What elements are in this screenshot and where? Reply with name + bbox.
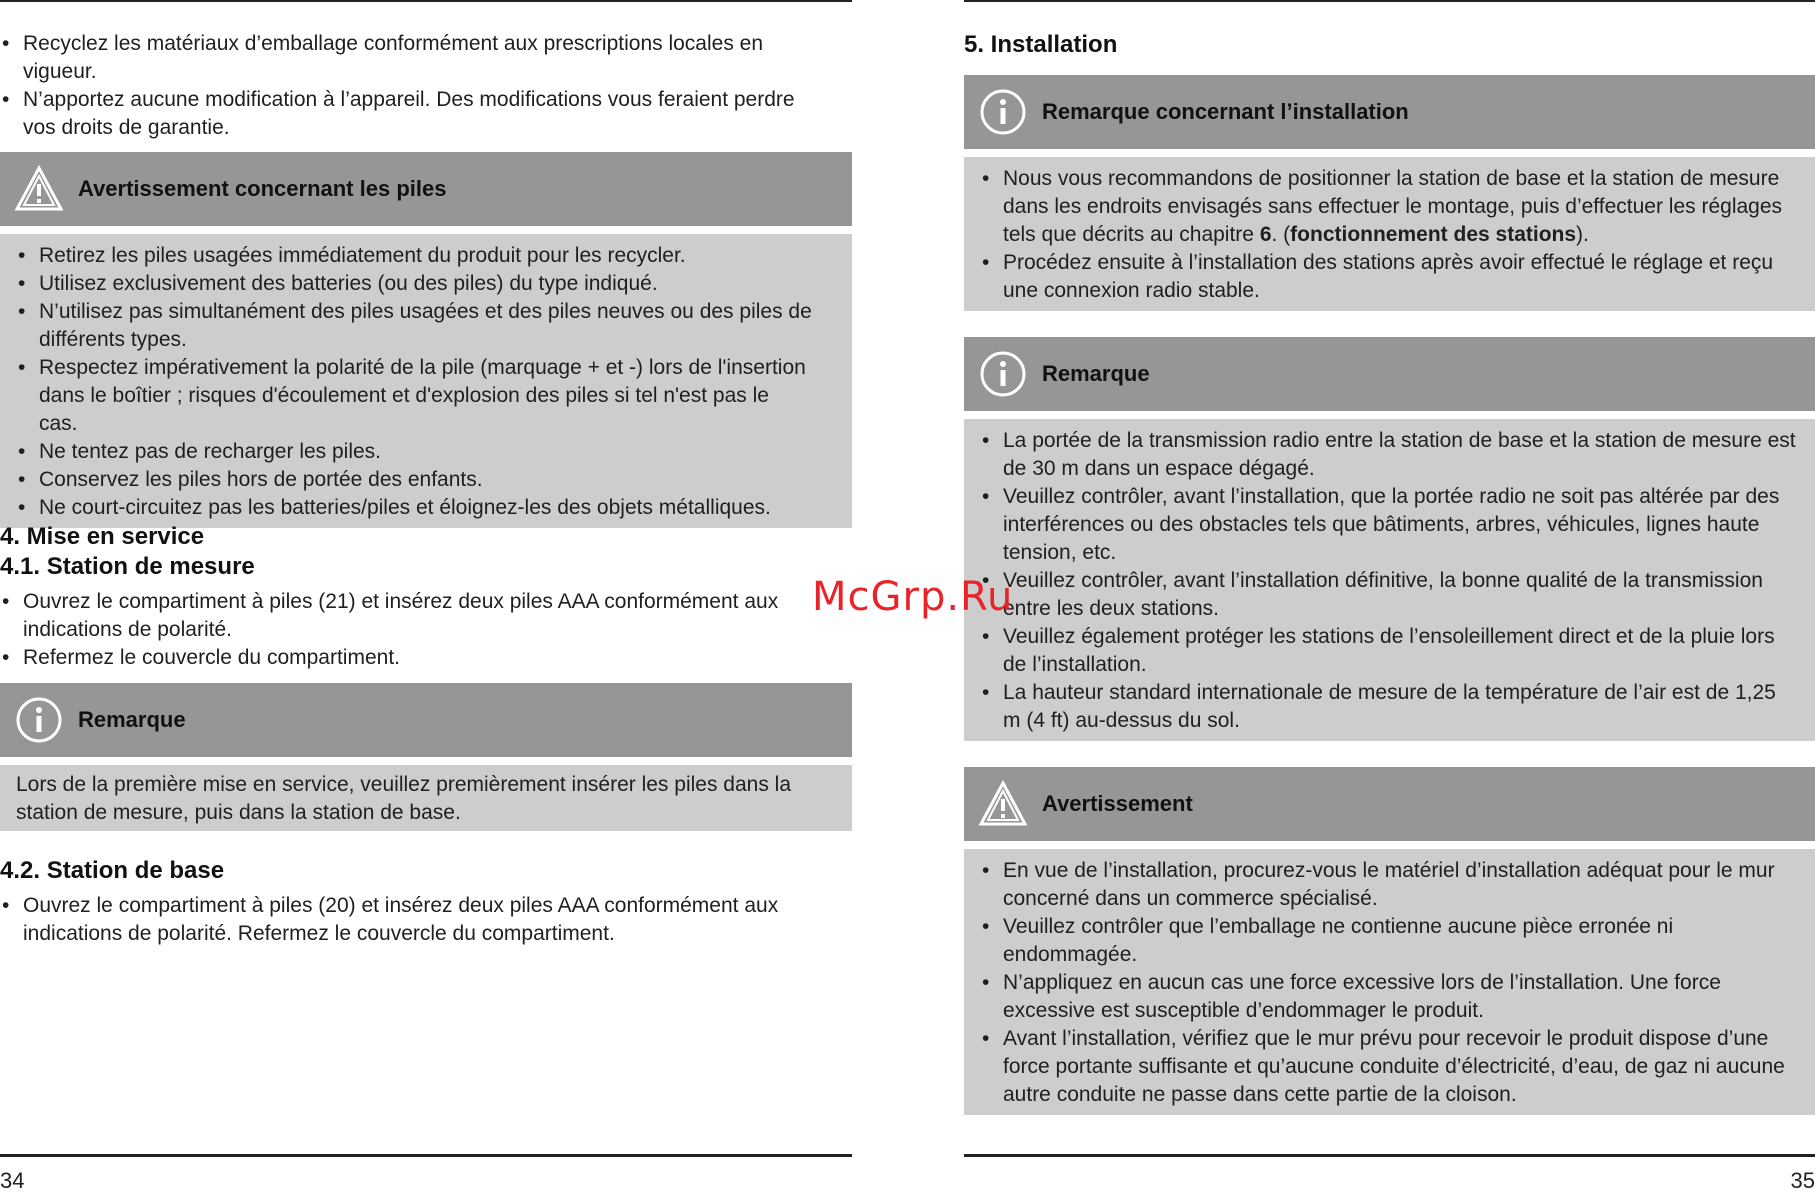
left-note-header <box>0 683 852 757</box>
bottom-rule-left <box>0 1154 852 1157</box>
list-item: • Utilisez exclusivement des batteries (ou des piles) du type indiqué. <box>16 270 812 298</box>
page-number-left: 34 <box>0 1168 25 1193</box>
install-note-content <box>964 157 1815 311</box>
section-4-title: 4. Mise en service <box>0 523 205 550</box>
list-item: • Ouvrez le compartiment à piles (21) et insérez deux piles AAA conformément aux indications de polarité. <box>0 588 800 644</box>
info-icon <box>978 87 1028 137</box>
list-item: • Veuillez contrôler que l’emballage ne contienne aucune pièce erronée ni endommagée. <box>980 913 1799 969</box>
list-item: • Respectez impérativement la polarité de la pile (marquage + et -) lors de l'insertion dans le boîtier ; risques d'écoulement et d'explosion des piles si tel n'est pas le cas. <box>16 354 812 438</box>
info-icon <box>978 349 1028 399</box>
list-item: • Recyclez les matériaux d’emballage conformément aux prescriptions locales en vigueur. <box>0 30 800 86</box>
watermark-text: McGrp.Ru <box>812 574 1014 620</box>
list-item: • N’apportez aucune modification à l’appareil. Des modifications vous feraient perdre vos droits de garantie. <box>0 86 800 142</box>
install-note-block <box>964 75 1815 311</box>
battery-warning-content <box>0 234 852 528</box>
top-rule-left <box>0 0 852 2</box>
section-4-2-list <box>0 892 800 948</box>
list-item: • Veuillez également protéger les stations de l’ensoleillement direct et de la pluie lors de l’installation. <box>980 623 1799 679</box>
intro-bullet-list <box>0 30 800 142</box>
page-number-right: 35 <box>1790 1168 1815 1193</box>
right-note-title: Remarque <box>1042 361 1150 386</box>
right-note-content <box>964 419 1815 741</box>
battery-warning-title: Avertissement concernant les piles <box>78 176 447 201</box>
left-note-content <box>0 765 852 831</box>
left-note-block <box>0 683 852 831</box>
left-note-text: Lors de la première mise en service, veuillez premièrement insérer les piles dans la station de mesure, puis dans la station de base. <box>16 773 792 824</box>
list-item: • Veuillez contrôler, avant l’installation, que la portée radio ne soit pas altérée par des interférences ou des obstacles tels que bâtiments, arbres, véhicules, lignes haute tension, etc. <box>980 483 1799 567</box>
list-item: • Conservez les piles hors de portée des enfants. <box>16 466 812 494</box>
info-icon <box>14 695 64 745</box>
right-note-header <box>964 337 1815 411</box>
section-4-1-title: 4.1. Station de mesure <box>0 553 255 580</box>
list-item: • Veuillez contrôler, avant l’installation définitive, la bonne qualité de la transmission entre les deux stations. <box>980 567 1799 623</box>
list-item: • Ne tentez pas de recharger les piles. <box>16 438 812 466</box>
list-item: • Refermez le couvercle du compartiment. <box>0 644 800 672</box>
list-item: • Retirez les piles usagées immédiatement du produit pour les recycler. <box>16 242 812 270</box>
left-note-title: Remarque <box>78 707 186 732</box>
section-4-1-list <box>0 588 800 672</box>
list-item: • Nous vous recommandons de positionner la station de base et la station de mesure dans les endroits envisagés sans effectuer le montage, puis d’effectuer les réglages tels que décrits au chapitre 6. (fonctionnement des stations). <box>980 165 1799 249</box>
install-note-list <box>980 165 1799 305</box>
section-5-title: 5. Installation <box>964 31 1118 58</box>
right-warning-block <box>964 767 1815 1115</box>
battery-warning-header <box>0 152 852 226</box>
list-item: • Procédez ensuite à l’installation des stations après avoir effectué le réglage et reçu une connexion radio stable. <box>980 249 1799 305</box>
right-note-list <box>980 427 1799 735</box>
list-item: • En vue de l’installation, procurez-vous le matériel d’installation adéquat pour le mur concerné dans un commerce spécialisé. <box>980 857 1799 913</box>
install-note-title: Remarque concernant l’installation <box>1042 99 1409 124</box>
list-item: • N’utilisez pas simultanément des piles usagées et des piles neuves ou des piles de différents types. <box>16 298 812 354</box>
right-warning-list <box>980 857 1799 1109</box>
warning-triangle-icon <box>978 779 1028 829</box>
section-4-2-title: 4.2. Station de base <box>0 857 225 884</box>
install-note-header <box>964 75 1815 149</box>
right-note-block <box>964 337 1815 741</box>
list-item: • Avant l’installation, vérifiez que le mur prévu pour recevoir le produit dispose d’une force portante suffisante et qu’aucune conduite d’électricité, d’eau, de gaz ni aucune autre conduite ne passe dans cette partie de la cloison. <box>980 1025 1799 1109</box>
list-item: • Ouvrez le compartiment à piles (20) et insérez deux piles AAA conformément aux indications de polarité. Refermez le couvercle du compartiment. <box>0 892 800 948</box>
right-warning-title: Avertissement <box>1042 791 1193 816</box>
right-warning-content <box>964 849 1815 1115</box>
list-item: • La hauteur standard internationale de mesure de la température de l’air est de 1,25 m (4 ft) au-dessus du sol. <box>980 679 1799 735</box>
top-rule-right <box>964 0 1815 2</box>
list-item: • Ne court-circuitez pas les batteries/piles et éloignez-les des objets métalliques. <box>16 494 812 522</box>
list-item: • N’appliquez en aucun cas une force excessive lors de l’installation. Une force excessive est susceptible d’endommager le produit. <box>980 969 1799 1025</box>
list-item: • La portée de la transmission radio entre la station de base et la station de mesure est de 30 m dans un espace dégagé. <box>980 427 1799 483</box>
right-warning-header <box>964 767 1815 841</box>
battery-warning-block <box>0 152 852 528</box>
bottom-rule-right <box>964 1154 1815 1157</box>
battery-warning-list <box>16 242 812 522</box>
warning-triangle-icon <box>14 164 64 214</box>
